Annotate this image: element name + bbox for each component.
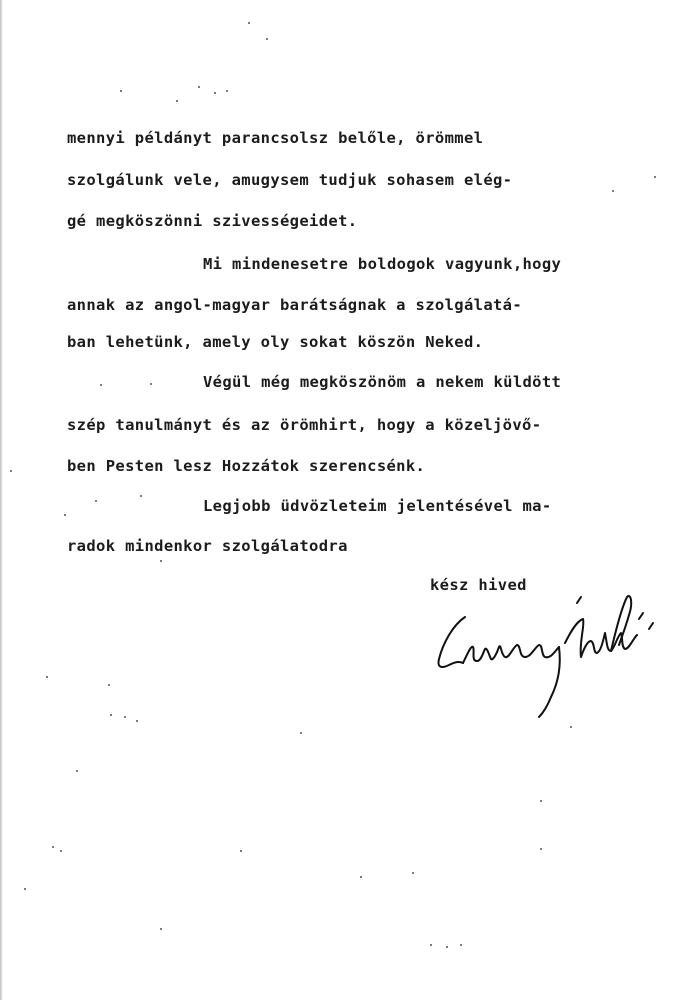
scan-speck [52, 846, 54, 848]
scan-speck [124, 716, 126, 718]
closing-line: kész hived [430, 576, 527, 594]
scan-speck [612, 190, 614, 192]
scan-speck [10, 470, 12, 472]
scan-speck [108, 684, 110, 686]
scan-speck [120, 90, 122, 92]
body-line: radok mindenkor szolgálatodra [67, 537, 348, 555]
body-line: mennyi példányt parancsolsz belőle, örömmel [67, 129, 484, 147]
scan-speck [160, 928, 162, 930]
scan-speck [64, 514, 66, 516]
scan-speck [248, 22, 250, 24]
scan-speck [540, 848, 542, 850]
scan-speck [150, 383, 152, 385]
scan-speck [300, 732, 302, 734]
body-line: ben Pesten lesz Hozzátok szerencsénk. [67, 457, 426, 475]
body-line-indented: Végül még megköszönöm a nekem küldött [203, 373, 562, 391]
body-line: szolgálunk vele, amugysem tudjuk sohasem elég- [67, 171, 513, 189]
scan-speck [136, 720, 138, 722]
scan-speck [198, 86, 200, 88]
body-line-indented: Mi mindenesetre boldogok vagyunk,hogy [203, 255, 562, 273]
handwritten-signature [425, 585, 675, 720]
scan-speck [460, 944, 462, 946]
page-edge-shadow [0, 0, 3, 1000]
body-line: ban lehetünk, amely oly sokat köszön Neked. [67, 333, 484, 351]
scan-speck [540, 800, 542, 802]
scan-speck [412, 872, 414, 874]
scan-speck [60, 850, 62, 852]
scan-speck [430, 944, 432, 946]
body-line-indented: Legjobb üdvözleteim jelentésével ma- [203, 497, 552, 515]
scan-speck [446, 946, 448, 948]
scan-speck [360, 876, 362, 878]
scan-speck [240, 850, 242, 852]
scan-speck [176, 100, 178, 102]
scan-speck [100, 384, 102, 386]
scan-speck [214, 92, 216, 94]
body-line: gé megköszönni szivességeidet. [67, 212, 358, 230]
scan-speck [570, 726, 572, 728]
scan-speck [140, 495, 142, 497]
scan-speck [95, 500, 97, 502]
scan-speck [24, 888, 26, 890]
scan-speck [46, 676, 48, 678]
scan-speck [654, 176, 656, 178]
body-line: szép tanulmányt és az örömhirt, hogy a közeljövő- [67, 416, 542, 434]
body-line: annak az angol-magyar barátságnak a szolgálatá- [67, 296, 523, 314]
scan-speck [160, 560, 162, 562]
scan-speck [110, 714, 112, 716]
scan-speck [266, 38, 268, 40]
scan-speck [76, 770, 78, 772]
scan-speck [226, 90, 228, 92]
